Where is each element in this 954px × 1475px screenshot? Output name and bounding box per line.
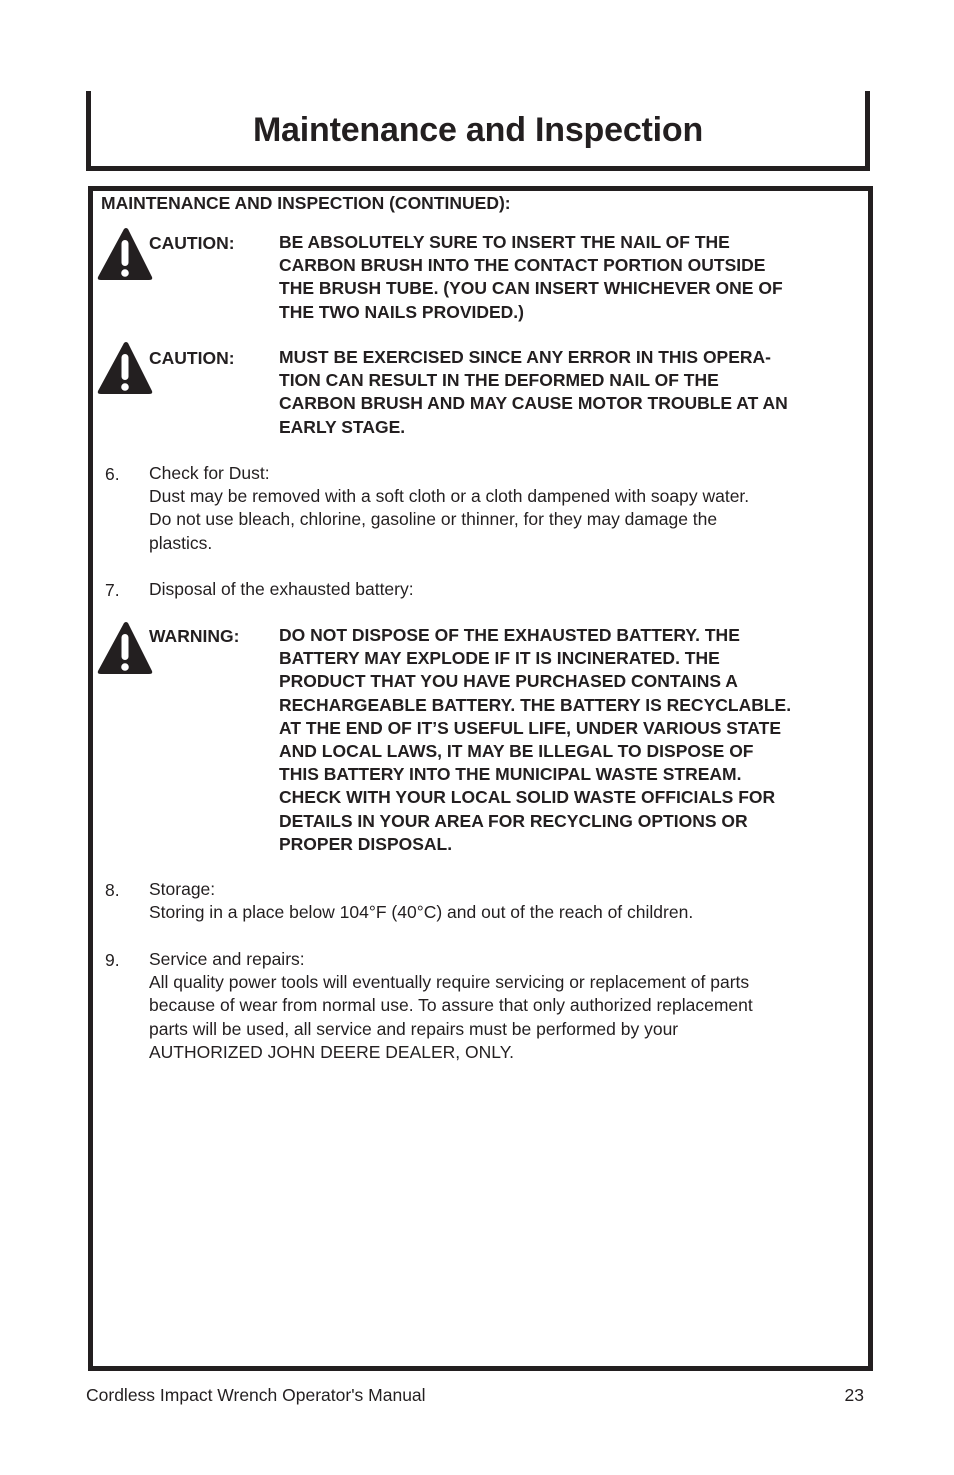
item-number: 9.	[105, 950, 120, 970]
warning-label: WARNING:	[149, 626, 240, 646]
caution-label: CAUTION:	[149, 348, 235, 368]
warning-line: BATTERY MAY EXPLODE IF IT IS INCINERATED. THE	[279, 648, 720, 669]
warning-line: AT THE END OF IT’S USEFUL LIFE, UNDER VARIOUS STATE	[279, 717, 782, 738]
item-line: Storing in a place below 104°F (40°C) and out of the reach of children.	[149, 902, 694, 923]
item-line: Service and repairs:	[149, 949, 305, 969]
title-box	[86, 91, 870, 171]
item-line: Do not use bleach, chlorine, gasoline or thinner, for they may damage the	[149, 509, 718, 530]
caution-line: THE BRUSH TUBE. (YOU CAN INSERT WHICHEVER ONE OF	[279, 278, 783, 299]
item-body	[149, 948, 849, 1064]
warning-line: CHECK WITH YOUR LOCAL SOLID WASTE OFFICIALS FOR	[279, 787, 776, 808]
item-line: because of wear from normal use. To assure that only authorized replacement	[149, 995, 753, 1016]
warning-triangle-icon	[97, 341, 153, 395]
footer-manual-title: Cordless Impact Wrench Operator's Manual	[86, 1385, 426, 1405]
item-line: Disposal of the exhausted battery:	[149, 579, 414, 599]
item-number: 8.	[105, 880, 120, 900]
item-line: AUTHORIZED JOHN DEERE DEALER, ONLY.	[149, 1041, 514, 1062]
warning-line: THIS BATTERY INTO THE MUNICIPAL WASTE STREAM.	[279, 764, 742, 785]
item-line: Check for Dust:	[149, 463, 270, 483]
caution-text	[279, 346, 859, 439]
item-body	[149, 878, 849, 924]
warning-line: RECHARGEABLE BATTERY. THE BATTERY IS RECYCLABLE.	[279, 694, 792, 715]
item-body	[149, 578, 849, 601]
caution-line: BE ABSOLUTELY SURE TO INSERT THE NAIL OF THE	[279, 232, 730, 252]
item-body	[149, 462, 849, 555]
footer-page-number: 23	[844, 1385, 864, 1405]
warning-line: AND LOCAL LAWS, IT MAY BE ILLEGAL TO DISPOSE OF	[279, 741, 754, 762]
warning-line: DETAILS IN YOUR AREA FOR RECYCLING OPTIONS OR	[279, 810, 748, 831]
warning-line: PROPER DISPOSAL.	[279, 833, 453, 854]
section-heading: MAINTENANCE AND INSPECTION (CONTINUED):	[101, 193, 511, 213]
caution-line: EARLY STAGE.	[279, 416, 406, 437]
caution-line: CARBON BRUSH INTO THE CONTACT PORTION OUTSIDE	[279, 255, 766, 276]
caution-line: TION CAN RESULT IN THE DEFORMED NAIL OF THE	[279, 370, 719, 391]
item-line: parts will be used, all service and repairs must be performed by your	[149, 1018, 679, 1039]
warning-line: DO NOT DISPOSE OF THE EXHAUSTED BATTERY. THE	[279, 625, 740, 645]
warning-text	[279, 624, 859, 856]
warning-triangle-icon	[97, 621, 153, 675]
item-line: Dust may be removed with a soft cloth or a cloth dampened with soapy water.	[149, 486, 750, 507]
warning-line: PRODUCT THAT YOU HAVE PURCHASED CONTAINS A	[279, 671, 738, 692]
caution-text	[279, 231, 859, 324]
item-line: All quality power tools will eventually require servicing or replacement of parts	[149, 972, 750, 993]
item-number: 6.	[105, 464, 120, 484]
warning-triangle-icon	[97, 227, 153, 281]
caution-label: CAUTION:	[149, 233, 235, 253]
item-line: plastics.	[149, 532, 213, 553]
page-title: Maintenance and Inspection	[252, 111, 704, 149]
caution-line: MUST BE EXERCISED SINCE ANY ERROR IN THIS OPERA-	[279, 347, 772, 367]
item-number: 7.	[105, 580, 120, 600]
item-line: Storage:	[149, 879, 216, 899]
caution-line: THE TWO NAILS PROVIDED.)	[279, 301, 524, 322]
caution-line: CARBON BRUSH AND MAY CAUSE MOTOR TROUBLE AT AN	[279, 393, 788, 414]
